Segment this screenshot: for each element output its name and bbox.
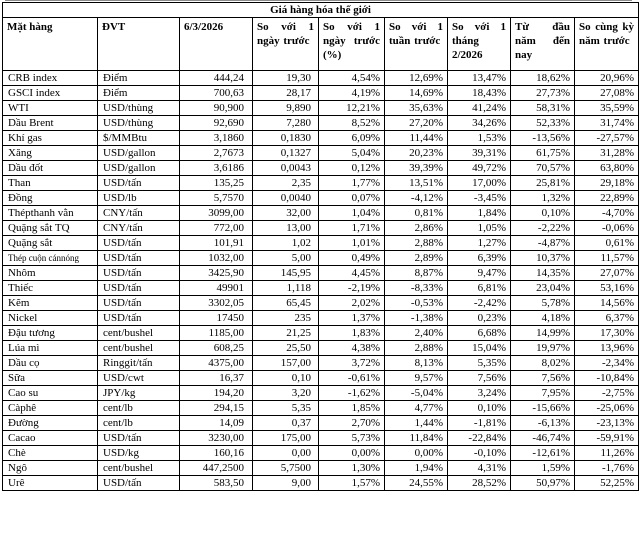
commodity-cell: Quặng sắt (3, 236, 98, 251)
change-ytd-cell: 14,35% (511, 266, 575, 281)
change-ytd-cell: 1,59% (511, 461, 575, 476)
change-1w-cell: 12,69% (385, 71, 448, 86)
column-header: 6/3/2026 (180, 18, 253, 71)
price-cell: 49901 (180, 281, 253, 296)
unit-cell: $/MMBtu (98, 131, 180, 146)
change-1m-cell: 9,47% (448, 266, 511, 281)
table-row (3, 341, 639, 356)
change-1w-cell: 2,88% (385, 236, 448, 251)
change-1w-cell: 0,00% (385, 446, 448, 461)
commodity-cell: Đậu tương (3, 326, 98, 341)
column-header: ĐVT (98, 18, 180, 71)
table-row (3, 446, 639, 461)
change-1d-cell: 5,35 (253, 401, 319, 416)
price-cell: 3425,90 (180, 266, 253, 281)
price-cell: 1032,00 (180, 251, 253, 266)
change-yoy-cell: 35,59% (575, 101, 639, 116)
change-1m-cell: 3,24% (448, 386, 511, 401)
price-cell: 772,00 (180, 221, 253, 236)
change-1m-cell: 15,04% (448, 341, 511, 356)
column-header: So cùng kỳ năm trước (575, 18, 639, 71)
change-1d-pct-cell: 5,73% (319, 431, 385, 446)
table-row (3, 431, 639, 446)
change-yoy-cell: 11,57% (575, 251, 639, 266)
commodity-cell: Cao su (3, 386, 98, 401)
change-1d-pct-cell: 1,77% (319, 176, 385, 191)
change-1d-cell: 157,00 (253, 356, 319, 371)
table-row (3, 221, 639, 236)
change-1d-pct-cell: 0,49% (319, 251, 385, 266)
commodity-cell: Nhôm (3, 266, 98, 281)
change-yoy-cell: 11,26% (575, 446, 639, 461)
header-row (3, 18, 639, 71)
change-1m-cell: 7,56% (448, 371, 511, 386)
change-ytd-cell: 7,56% (511, 371, 575, 386)
change-1m-cell: 4,31% (448, 461, 511, 476)
unit-cell: USD/tấn (98, 281, 180, 296)
change-1d-cell: 175,00 (253, 431, 319, 446)
unit-cell: USD/lb (98, 191, 180, 206)
price-cell: 14,09 (180, 416, 253, 431)
change-1m-cell: -3,45% (448, 191, 511, 206)
change-1w-cell: 27,20% (385, 116, 448, 131)
table-row (3, 131, 639, 146)
change-yoy-cell: -4,70% (575, 206, 639, 221)
change-ytd-cell: 1,32% (511, 191, 575, 206)
change-ytd-cell: 58,31% (511, 101, 575, 116)
table-row (3, 101, 639, 116)
commodity-cell: Càphê (3, 401, 98, 416)
change-1d-pct-cell: 0,07% (319, 191, 385, 206)
unit-cell: USD/tấn (98, 296, 180, 311)
unit-cell: USD/thùng (98, 116, 180, 131)
change-1w-cell: 9,57% (385, 371, 448, 386)
change-ytd-cell: 52,33% (511, 116, 575, 131)
table-row (3, 206, 639, 221)
commodity-cell: Sữa (3, 371, 98, 386)
change-1d-pct-cell: 1,37% (319, 311, 385, 326)
column-header: So với 1 tháng 2/2026 (448, 18, 511, 71)
unit-cell: USD/gallon (98, 161, 180, 176)
change-ytd-cell: 0,10% (511, 206, 575, 221)
change-1w-cell: 2,40% (385, 326, 448, 341)
column-header: So với 1 tuần trước (385, 18, 448, 71)
price-cell: 160,16 (180, 446, 253, 461)
change-1m-cell: 34,26% (448, 116, 511, 131)
table-row (3, 266, 639, 281)
change-ytd-cell: -6,13% (511, 416, 575, 431)
change-yoy-cell: -10,84% (575, 371, 639, 386)
table-row (3, 146, 639, 161)
price-cell: 294,15 (180, 401, 253, 416)
price-cell: 92,690 (180, 116, 253, 131)
price-cell: 101,91 (180, 236, 253, 251)
change-1m-cell: 17,00% (448, 176, 511, 191)
change-1w-cell: -8,33% (385, 281, 448, 296)
change-ytd-cell: -2,22% (511, 221, 575, 236)
price-cell: 5,7570 (180, 191, 253, 206)
unit-cell: USD/kg (98, 446, 180, 461)
change-1m-cell: 1,84% (448, 206, 511, 221)
commodity-cell: Cacao (3, 431, 98, 446)
table-row (3, 116, 639, 131)
table-row (3, 386, 639, 401)
change-ytd-cell: 70,57% (511, 161, 575, 176)
change-yoy-cell: 27,08% (575, 86, 639, 101)
change-1d-cell: 5,00 (253, 251, 319, 266)
commodity-cell: WTI (3, 101, 98, 116)
table-row (3, 251, 639, 266)
commodity-cell: Chè (3, 446, 98, 461)
change-1m-cell: -1,81% (448, 416, 511, 431)
change-1m-cell: 0,10% (448, 401, 511, 416)
change-1m-cell: -22,84% (448, 431, 511, 446)
change-1d-pct-cell: -2,19% (319, 281, 385, 296)
table-row (3, 296, 639, 311)
price-cell: 16,37 (180, 371, 253, 386)
change-yoy-cell: 14,56% (575, 296, 639, 311)
change-yoy-cell: 31,74% (575, 116, 639, 131)
change-yoy-cell: 53,16% (575, 281, 639, 296)
change-1d-pct-cell: -1,62% (319, 386, 385, 401)
change-1m-cell: -2,42% (448, 296, 511, 311)
price-cell: 700,63 (180, 86, 253, 101)
change-1w-cell: 4,77% (385, 401, 448, 416)
unit-cell: USD/tấn (98, 251, 180, 266)
change-yoy-cell: 22,89% (575, 191, 639, 206)
commodity-cell: Đồng (3, 191, 98, 206)
change-yoy-cell: -2,75% (575, 386, 639, 401)
change-1d-pct-cell: 1,85% (319, 401, 385, 416)
table-row (3, 191, 639, 206)
column-header: Từ đầu năm đến nay (511, 18, 575, 71)
change-1w-cell: 2,89% (385, 251, 448, 266)
table-row (3, 356, 639, 371)
table-title: Giá hàng hóa thế giới (3, 3, 639, 18)
price-cell: 447,2500 (180, 461, 253, 476)
change-1m-cell: 6,81% (448, 281, 511, 296)
change-1d-cell: 0,10 (253, 371, 319, 386)
change-yoy-cell: 31,28% (575, 146, 639, 161)
change-1d-pct-cell: 3,72% (319, 356, 385, 371)
change-1w-cell: -0,53% (385, 296, 448, 311)
commodity-cell: Đường (3, 416, 98, 431)
change-ytd-cell: 19,97% (511, 341, 575, 356)
change-ytd-cell: 25,81% (511, 176, 575, 191)
unit-cell: JPY/kg (98, 386, 180, 401)
unit-cell: USD/tấn (98, 266, 180, 281)
commodity-cell: Xăng (3, 146, 98, 161)
change-1w-cell: -1,38% (385, 311, 448, 326)
change-ytd-cell: 23,04% (511, 281, 575, 296)
table-row (3, 161, 639, 176)
change-1d-cell: 145,95 (253, 266, 319, 281)
table-row (3, 416, 639, 431)
change-1d-pct-cell: 4,45% (319, 266, 385, 281)
unit-cell: cent/bushel (98, 461, 180, 476)
price-cell: 4375,00 (180, 356, 253, 371)
change-1m-cell: 5,35% (448, 356, 511, 371)
change-yoy-cell: 0,61% (575, 236, 639, 251)
change-ytd-cell: -12,61% (511, 446, 575, 461)
change-yoy-cell: -23,13% (575, 416, 639, 431)
change-1m-cell: 1,53% (448, 131, 511, 146)
price-cell: 608,25 (180, 341, 253, 356)
table-row (3, 176, 639, 191)
change-1m-cell: 13,47% (448, 71, 511, 86)
unit-cell: USD/tấn (98, 236, 180, 251)
change-1w-cell: 13,51% (385, 176, 448, 191)
commodity-cell: Thép cuộn cánnóng (3, 251, 98, 266)
commodity-cell: Lúa mì (3, 341, 98, 356)
column-header: So với 1 ngày trước (%) (319, 18, 385, 71)
change-1m-cell: 1,27% (448, 236, 511, 251)
price-cell: 1185,00 (180, 326, 253, 341)
change-yoy-cell: -27,57% (575, 131, 639, 146)
table-row (3, 476, 639, 491)
change-1m-cell: 28,52% (448, 476, 511, 491)
change-ytd-cell: 27,73% (511, 86, 575, 101)
change-1m-cell: 49,72% (448, 161, 511, 176)
column-header: Mặt hàng (3, 18, 98, 71)
change-1d-pct-cell: 5,04% (319, 146, 385, 161)
change-yoy-cell: -1,76% (575, 461, 639, 476)
change-1d-pct-cell: 1,71% (319, 221, 385, 236)
change-1w-cell: 0,81% (385, 206, 448, 221)
change-1w-cell: 11,84% (385, 431, 448, 446)
table-row (3, 326, 639, 341)
table-row (3, 461, 639, 476)
unit-cell: USD/tấn (98, 311, 180, 326)
change-ytd-cell: -4,87% (511, 236, 575, 251)
change-1d-pct-cell: 8,52% (319, 116, 385, 131)
change-1w-cell: 2,88% (385, 341, 448, 356)
commodity-cell: Kẽm (3, 296, 98, 311)
change-1m-cell: 18,43% (448, 86, 511, 101)
change-ytd-cell: 61,75% (511, 146, 575, 161)
unit-cell: cent/bushel (98, 326, 180, 341)
table-row (3, 281, 639, 296)
change-1w-cell: 14,69% (385, 86, 448, 101)
unit-cell: USD/gallon (98, 146, 180, 161)
change-1m-cell: 41,24% (448, 101, 511, 116)
change-1d-pct-cell: 2,70% (319, 416, 385, 431)
commodity-cell: Thépthanh vằn (3, 206, 98, 221)
change-1w-cell: -5,04% (385, 386, 448, 401)
cropped-content-artifact (5, 0, 632, 1)
change-1d-cell: 5,7500 (253, 461, 319, 476)
commodity-cell: Thiếc (3, 281, 98, 296)
change-1m-cell: 6,39% (448, 251, 511, 266)
change-1d-cell: 7,280 (253, 116, 319, 131)
change-1d-cell: 0,0043 (253, 161, 319, 176)
change-1d-cell: 2,35 (253, 176, 319, 191)
change-1d-cell: 235 (253, 311, 319, 326)
unit-cell: USD/thùng (98, 101, 180, 116)
change-1d-pct-cell: 1,30% (319, 461, 385, 476)
change-1d-pct-cell: 4,38% (319, 341, 385, 356)
price-cell: 3230,00 (180, 431, 253, 446)
change-yoy-cell: 13,96% (575, 341, 639, 356)
change-1w-cell: 8,13% (385, 356, 448, 371)
price-cell: 90,900 (180, 101, 253, 116)
change-yoy-cell: 29,18% (575, 176, 639, 191)
commodity-cell: Quặng sắt TQ (3, 221, 98, 236)
change-1d-cell: 0,0040 (253, 191, 319, 206)
table-row (3, 236, 639, 251)
change-1m-cell: -0,10% (448, 446, 511, 461)
change-ytd-cell: 14,99% (511, 326, 575, 341)
commodity-cell: Dầu cọ (3, 356, 98, 371)
table-row (3, 311, 639, 326)
commodity-cell: GSCI index (3, 86, 98, 101)
change-ytd-cell: -15,66% (511, 401, 575, 416)
price-cell: 3,6186 (180, 161, 253, 176)
unit-cell: USD/tấn (98, 176, 180, 191)
change-1d-pct-cell: 0,12% (319, 161, 385, 176)
change-ytd-cell: 10,37% (511, 251, 575, 266)
change-1d-cell: 65,45 (253, 296, 319, 311)
change-1d-cell: 3,20 (253, 386, 319, 401)
change-1w-cell: 11,44% (385, 131, 448, 146)
change-1d-pct-cell: 2,02% (319, 296, 385, 311)
change-1d-cell: 9,890 (253, 101, 319, 116)
change-ytd-cell: 5,78% (511, 296, 575, 311)
change-1w-cell: 35,63% (385, 101, 448, 116)
price-cell: 3099,00 (180, 206, 253, 221)
change-1d-pct-cell: 1,04% (319, 206, 385, 221)
change-ytd-cell: 8,02% (511, 356, 575, 371)
change-1m-cell: 0,23% (448, 311, 511, 326)
price-cell: 194,20 (180, 386, 253, 401)
change-1d-pct-cell: 1,57% (319, 476, 385, 491)
change-1d-pct-cell: 0,00% (319, 446, 385, 461)
change-1w-cell: 2,86% (385, 221, 448, 236)
change-1w-cell: 20,23% (385, 146, 448, 161)
price-cell: 2,7673 (180, 146, 253, 161)
change-yoy-cell: 52,25% (575, 476, 639, 491)
change-1w-cell: 39,39% (385, 161, 448, 176)
change-1d-cell: 19,30 (253, 71, 319, 86)
unit-cell: Điểm (98, 71, 180, 86)
change-1d-cell: 1,118 (253, 281, 319, 296)
change-yoy-cell: 17,30% (575, 326, 639, 341)
commodity-cell: Nickel (3, 311, 98, 326)
price-cell: 3,1860 (180, 131, 253, 146)
change-yoy-cell: 27,07% (575, 266, 639, 281)
price-cell: 17450 (180, 311, 253, 326)
change-ytd-cell: 7,95% (511, 386, 575, 401)
unit-cell: CNY/tấn (98, 221, 180, 236)
commodity-price-table (2, 2, 639, 491)
change-yoy-cell: -2,34% (575, 356, 639, 371)
commodity-cell: Dầu Brent (3, 116, 98, 131)
commodity-cell: Than (3, 176, 98, 191)
change-yoy-cell: 63,80% (575, 161, 639, 176)
change-1w-cell: -4,12% (385, 191, 448, 206)
commodity-cell: Urê (3, 476, 98, 491)
table-row (3, 371, 639, 386)
change-1w-cell: 8,87% (385, 266, 448, 281)
change-ytd-cell: -13,56% (511, 131, 575, 146)
price-cell: 3302,05 (180, 296, 253, 311)
change-yoy-cell: -59,91% (575, 431, 639, 446)
change-1d-pct-cell: 12,21% (319, 101, 385, 116)
change-1d-cell: 0,37 (253, 416, 319, 431)
unit-cell: USD/cwt (98, 371, 180, 386)
change-ytd-cell: 4,18% (511, 311, 575, 326)
commodity-cell: Ngô (3, 461, 98, 476)
table-body (3, 71, 639, 491)
change-1d-pct-cell: 4,54% (319, 71, 385, 86)
unit-cell: cent/lb (98, 416, 180, 431)
table-row (3, 401, 639, 416)
price-cell: 583,50 (180, 476, 253, 491)
change-1m-cell: 39,31% (448, 146, 511, 161)
change-1d-pct-cell: 6,09% (319, 131, 385, 146)
change-ytd-cell: 50,97% (511, 476, 575, 491)
price-cell: 135,25 (180, 176, 253, 191)
commodity-cell: CRB index (3, 71, 98, 86)
change-1d-cell: 1,02 (253, 236, 319, 251)
table-row (3, 71, 639, 86)
change-1d-cell: 0,00 (253, 446, 319, 461)
change-ytd-cell: -46,74% (511, 431, 575, 446)
unit-cell: Điểm (98, 86, 180, 101)
unit-cell: USD/tấn (98, 476, 180, 491)
change-1d-cell: 21,25 (253, 326, 319, 341)
change-1d-pct-cell: -0,61% (319, 371, 385, 386)
change-1w-cell: 1,44% (385, 416, 448, 431)
change-yoy-cell: -0,06% (575, 221, 639, 236)
change-1d-cell: 25,50 (253, 341, 319, 356)
change-yoy-cell: 6,37% (575, 311, 639, 326)
change-1m-cell: 6,68% (448, 326, 511, 341)
unit-cell: Ringgit/tấn (98, 356, 180, 371)
change-1d-cell: 9,00 (253, 476, 319, 491)
change-1w-cell: 24,55% (385, 476, 448, 491)
change-1d-cell: 0,1327 (253, 146, 319, 161)
column-header: So với 1 ngày trước (253, 18, 319, 71)
change-yoy-cell: -25,06% (575, 401, 639, 416)
change-ytd-cell: 18,62% (511, 71, 575, 86)
change-1d-pct-cell: 4,19% (319, 86, 385, 101)
price-cell: 444,24 (180, 71, 253, 86)
unit-cell: cent/bushel (98, 341, 180, 356)
change-1m-cell: 1,05% (448, 221, 511, 236)
unit-cell: cent/lb (98, 401, 180, 416)
unit-cell: CNY/tấn (98, 206, 180, 221)
change-1d-pct-cell: 1,01% (319, 236, 385, 251)
change-1d-cell: 28,17 (253, 86, 319, 101)
change-yoy-cell: 20,96% (575, 71, 639, 86)
unit-cell: USD/tấn (98, 431, 180, 446)
commodity-cell: Dầu đốt (3, 161, 98, 176)
change-1d-pct-cell: 1,83% (319, 326, 385, 341)
change-1d-cell: 13,00 (253, 221, 319, 236)
table-row (3, 86, 639, 101)
change-1d-cell: 32,00 (253, 206, 319, 221)
change-1d-cell: 0,1830 (253, 131, 319, 146)
change-1w-cell: 1,94% (385, 461, 448, 476)
commodity-cell: Khí gas (3, 131, 98, 146)
title-row (3, 3, 639, 18)
